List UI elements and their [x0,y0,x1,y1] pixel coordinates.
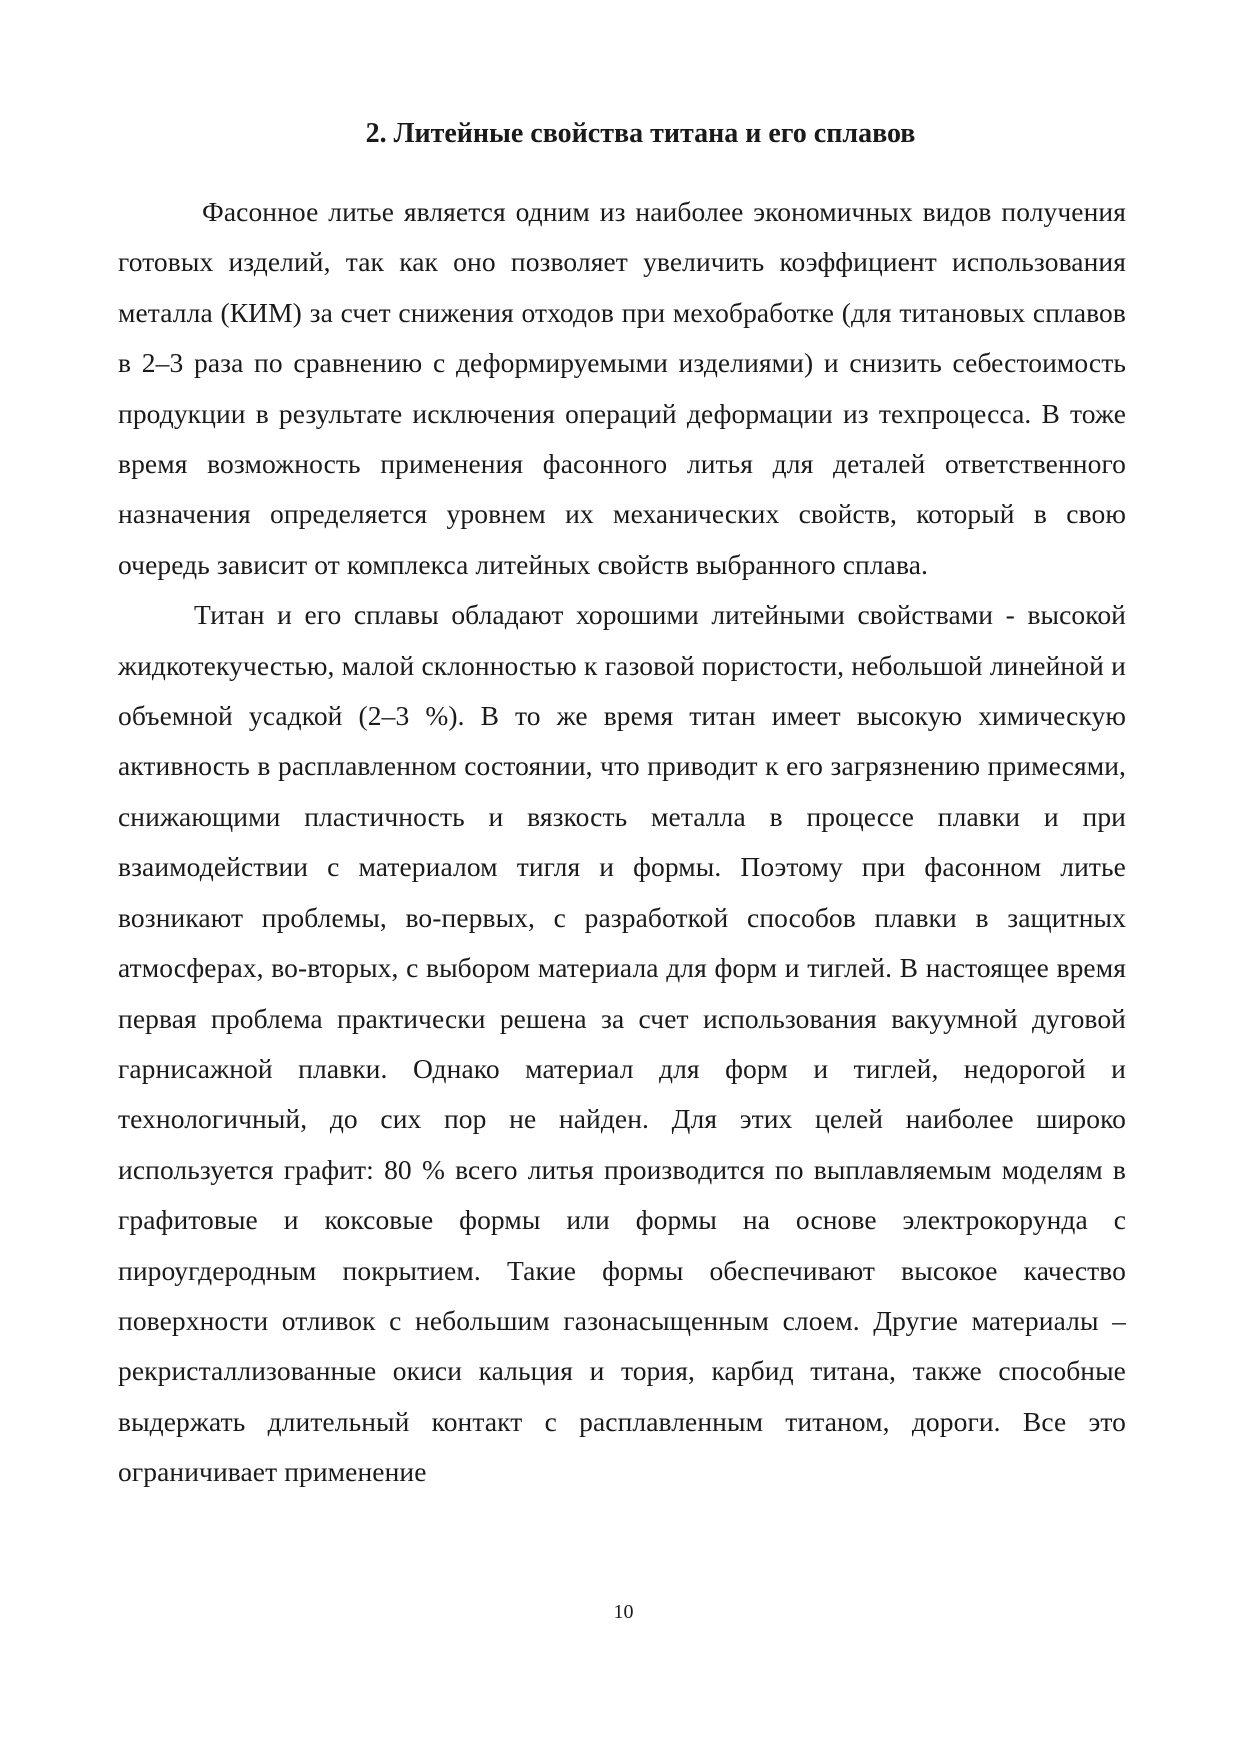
section-heading: 2. Литейные свойства титана и его сплавов [365,118,916,149]
paragraph-2: Титан и его сплавы обладают хорошими литейными свойствами - высокой жидкотекучестью, малой склонностью к газовой пористости, небольшой линейной и объемной усадкой (2–3 %). В то же время титан имеет высокую химическую активность в расплавленном состоянии, что приводит к его загрязнению примесями, снижающими пластичность и вязкость металла в процессе плавки и при взаимодействии с материалом тигля и формы. Поэтому при фасонном литье возникают проблемы, во-первых, с разработкой способов плавки в защитных атмосферах, во-вторых, с выбором материала для форм и тиглей. В настоящее время первая проблема практически решена за счет использования вакуумной дуговой гарнисажной плавки. Однако материал для форм и тиглей, недорогой и технологичный, до сих пор не найден. Для этих целей наиболее широко используется графит: 80 % всего литья производится по выплавляемым моделям в графитовые и коксовые формы или формы на основе электрокорунда с пироугдеродным покрытием. Такие формы обеспечивают высокое качество поверхности отливок с небольшим газонасыщенным слоем. Другие материалы – рекристаллизованные окиси кальция и тория, карбид титана, также способные выдержать длительный контакт с расплавленным титаном, дороги. Все это ограничивает применение [118,599,1126,1488]
body-text [118,187,1126,1498]
paragraph-1: Фасонное литье является одним из наиболее экономичных видов получения готовых изделий, так как оно позволяет увеличить коэффициент использования металла (КИМ) за счет снижения отходов при мехобработке (для титановых сплавов в 2–3 раза по сравнению с деформируемыми изделиями) и снизить себестоимость продукции в результате исключения операций деформации из техпроцесса. В тоже время возможность применения фасонного литья для деталей ответственного назначения определяется уровнем их механических свойств, который в свою очередь зависит от комплекса литейных свойств выбранного сплава. [118,196,1126,580]
page-number: 10 [613,1601,634,1623]
